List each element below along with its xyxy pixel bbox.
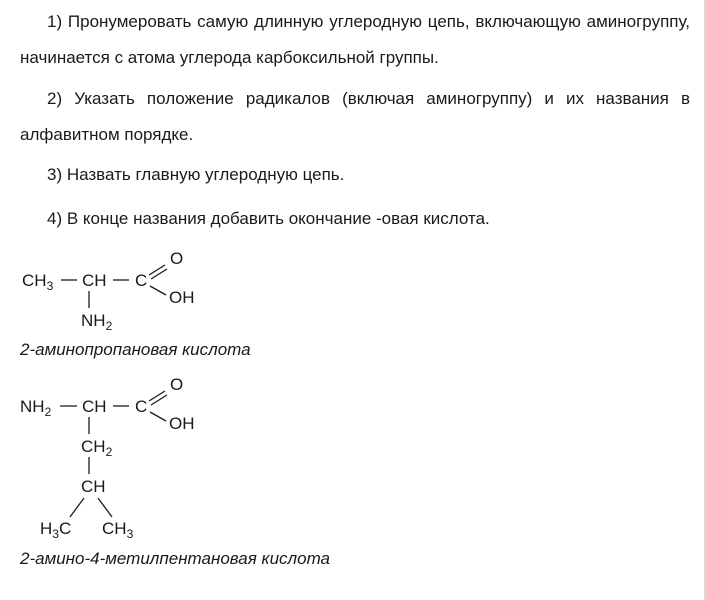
amino-group: $NH_2$ (20, 397, 52, 419)
double-bond-upper (149, 265, 165, 275)
step-3-text: 3) Назвать главную углеродную цепь. (47, 165, 345, 184)
bond-ch-h3c (70, 498, 84, 517)
carboxyl-carbon: C (135, 271, 148, 290)
ch3-methyl-group: $CH_3$ (102, 519, 134, 541)
ch3-group: $CH_3$ (22, 271, 54, 293)
bond-ch-ch3 (98, 498, 112, 517)
double-bond-lower (151, 269, 167, 279)
amino-group: $NH_2$ (81, 311, 113, 333)
hydroxyl-group: OH (169, 288, 195, 307)
ch-group: CH (82, 397, 107, 416)
ch2-group: $CH_2$ (81, 437, 113, 459)
double-bond-lower (151, 395, 167, 405)
step-2-paragraph (20, 81, 690, 153)
structural-formula-2-amino-4-methylpentanoic-acid (0, 370, 320, 541)
step-4-paragraph (20, 201, 690, 237)
structural-formula-2-aminopropanoic-acid (0, 244, 320, 336)
oxygen-atom: O (170, 375, 184, 394)
ch-group: CH (82, 271, 107, 290)
caption-2-amino-4-methylpentanoic-acid: 2-амино-4-метилпентановая кислота (20, 549, 330, 568)
step-2-text: 2) Указать положение радикалов (включая аминогруппу) и их названия в алфавитном порядке. (20, 89, 690, 144)
double-bond-upper (149, 391, 165, 401)
step-4-text: 4) В конце названия добавить окончание -овая кислота. (47, 209, 490, 228)
caption-2-aminopropanoic-acid: 2-аминопропановая кислота (20, 340, 251, 359)
hydroxyl-group: OH (169, 414, 195, 433)
step-1-paragraph (20, 4, 690, 76)
bond-c-oh (150, 286, 166, 295)
step-1-text: 1) Пронумеровать самую длинную углеродную цепь, включающую аминогруппу, начинается с атома углерода карбоксильной группы. (20, 12, 690, 67)
carboxyl-carbon: C (135, 397, 148, 416)
branch-ch-group: CH (81, 477, 106, 496)
bond-c-oh (150, 412, 166, 421)
oxygen-atom: O (170, 249, 184, 268)
h3c-methyl-group: $H_3C$ (40, 519, 72, 541)
step-3-paragraph (20, 157, 690, 193)
